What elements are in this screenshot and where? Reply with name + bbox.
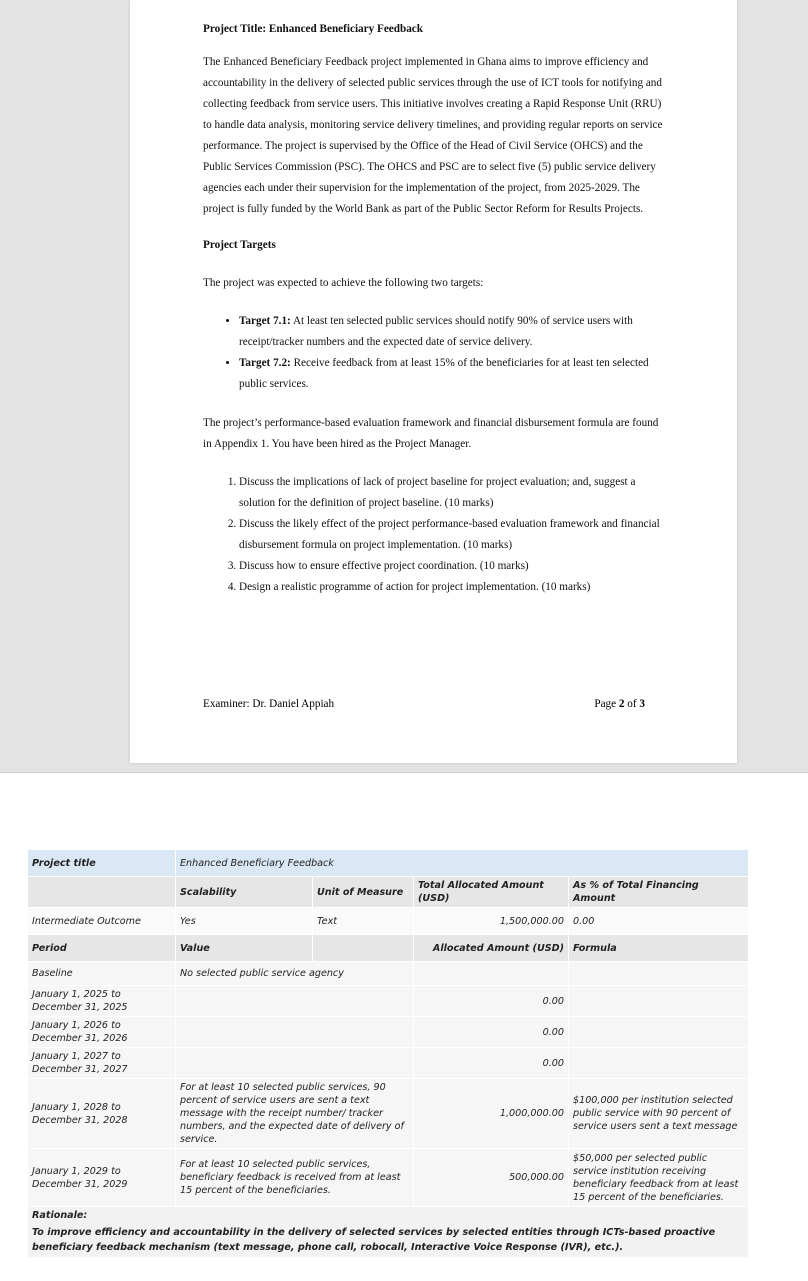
formula-cell: $100,000 per institution selected public service with 90 percent of service users sent a text message	[569, 1079, 749, 1149]
page-prefix: Page	[594, 698, 619, 710]
value-cell	[176, 1048, 414, 1079]
target-label: Target 7.2:	[239, 357, 291, 369]
page-content	[203, 23, 665, 598]
intermediate-label: Intermediate Outcome	[28, 908, 176, 935]
amount-cell: 500,000.00	[414, 1149, 569, 1207]
period-cell: January 1, 2025 to December 31, 2025	[28, 986, 176, 1017]
empty-cell	[28, 877, 176, 908]
table-row	[28, 908, 749, 935]
amount-cell	[414, 962, 569, 986]
table-row	[28, 1017, 749, 1048]
value-cell: For at least 10 selected public services, beneficiary feedback is received from at least 15 percent of the beneficiaries.	[176, 1149, 414, 1207]
list-item: 3. Discuss how to ensure effective project coordination. (10 marks)	[239, 556, 665, 577]
empty-cell	[313, 935, 414, 962]
header-formula: Formula	[569, 935, 749, 962]
formula-cell	[569, 1017, 749, 1048]
rationale-cell	[28, 1207, 749, 1258]
project-title-label: Project title	[28, 850, 176, 877]
intermediate-total: 1,500,000.00	[414, 908, 569, 935]
header-pct-financing: As % of Total Financing Amount	[569, 877, 749, 908]
examiner-name: Examiner: Dr. Daniel Appiah	[203, 698, 335, 710]
intermediate-scalability: Yes	[176, 908, 313, 935]
targets-heading: Project Targets	[203, 239, 276, 251]
value-cell: No selected public service agency	[176, 962, 414, 986]
period-cell: January 1, 2029 to December 31, 2029	[28, 1149, 176, 1207]
framework-paragraph: The project’s performance-based evaluation framework and financial disbursement formula are found in Appendix 1. You have been hired as the Project Manager.	[203, 417, 659, 450]
target-label: Target 7.1:	[239, 315, 291, 327]
target-text: At least ten selected public services should notify 90% of service users with receipt/tracker numbers and the expected date of service delivery.	[239, 315, 633, 348]
period-cell: January 1, 2026 to December 31, 2026	[28, 1017, 176, 1048]
list-item: 1. Discuss the implications of lack of project baseline for project evaluation; and, suggest a solution for the definition of project baseline. (10 marks)	[239, 472, 665, 514]
header-unit: Unit of Measure	[313, 877, 414, 908]
appendix-sheet	[0, 772, 808, 1281]
period-cell: Baseline	[28, 962, 176, 986]
amount-cell: 0.00	[414, 986, 569, 1017]
amount-cell: 1,000,000.00	[414, 1079, 569, 1149]
header-period: Period	[28, 935, 176, 962]
targets-intro: The project was expected to achieve the following two targets:	[203, 277, 484, 289]
evaluation-framework-table	[27, 849, 749, 1258]
page-number	[594, 698, 645, 710]
table-row	[28, 962, 749, 986]
page-title: Project Title: Enhanced Beneficiary Feedback	[203, 23, 423, 35]
formula-cell	[569, 962, 749, 986]
amount-cell: 0.00	[414, 1017, 569, 1048]
questions-list	[203, 472, 665, 598]
header-allocated: Allocated Amount (USD)	[414, 935, 569, 962]
table-row	[28, 986, 749, 1017]
table-row	[28, 850, 749, 877]
page-current: 2	[618, 698, 625, 710]
table-row	[28, 1149, 749, 1207]
intermediate-unit: Text	[313, 908, 414, 935]
table-row	[28, 1048, 749, 1079]
rationale-label: Rationale:	[32, 1210, 88, 1221]
period-cell: January 1, 2028 to December 31, 2028	[28, 1079, 176, 1149]
list-item	[239, 353, 665, 395]
formula-cell: $50,000 per selected public service institution receiving beneficiary feedback from at least 15 percent of the beneficiaries.	[569, 1149, 749, 1207]
table-row	[28, 935, 749, 962]
list-item: 2. Discuss the likely effect of the project performance-based evaluation framework and financial disbursement formula on project implementation. (10 marks)	[239, 514, 665, 556]
amount-cell: 0.00	[414, 1048, 569, 1079]
header-scalability: Scalability	[176, 877, 313, 908]
document-page	[130, 0, 737, 763]
formula-cell	[569, 986, 749, 1017]
rationale-text: To improve efficiency and accountability in the delivery of selected services by selected entities through ICTs-based proactive beneficiary feedback mechanism (text message, phone call, robocall, Interactive Voice Response (IVR), etc.).	[32, 1227, 716, 1253]
page-total: 3	[639, 698, 645, 710]
table-row	[28, 1207, 749, 1258]
project-description: The Enhanced Beneficiary Feedback project implemented in Ghana aims to improve efficiency and accountability in the delivery of selected public services through the use of ICT tools for notifying and collecting feedback from service users. This initiative involves creating a Rapid Response Unit (RRU) to handle data analysis, monitoring service delivery timelines, and providing regular reports on service performance. The project is supervised by the Office of the Head of Civil Service (OHCS) and the Public Services Commission (PSC). The OHCS and PSC are to select five (5) public service delivery agencies each under their supervision for the implementation of the project, from 2025-2029. The project is fully funded by the World Bank as part of the Public Sector Reform for Results Projects.	[203, 56, 663, 215]
table-row	[28, 1079, 749, 1149]
page-of: of	[624, 698, 640, 710]
header-total-allocated: Total Allocated Amount (USD)	[414, 877, 569, 908]
value-cell	[176, 986, 414, 1017]
list-item	[239, 311, 665, 353]
targets-list	[203, 311, 665, 395]
header-value: Value	[176, 935, 313, 962]
target-text: Receive feedback from at least 15% of the beneficiaries for at least ten selected public services.	[239, 357, 649, 390]
table-row	[28, 877, 749, 908]
period-cell: January 1, 2027 to December 31, 2027	[28, 1048, 176, 1079]
list-item: 4. Design a realistic programme of action for project implementation. (10 marks)	[239, 577, 665, 598]
project-title-value: Enhanced Beneficiary Feedback	[176, 850, 749, 877]
formula-cell	[569, 1048, 749, 1079]
value-cell	[176, 1017, 414, 1048]
intermediate-pct: 0.00	[569, 908, 749, 935]
value-cell: For at least 10 selected public services, 90 percent of service users are sent a text message with the receipt number/ tracker numbers, and the expected date of delivery of service.	[176, 1079, 414, 1149]
